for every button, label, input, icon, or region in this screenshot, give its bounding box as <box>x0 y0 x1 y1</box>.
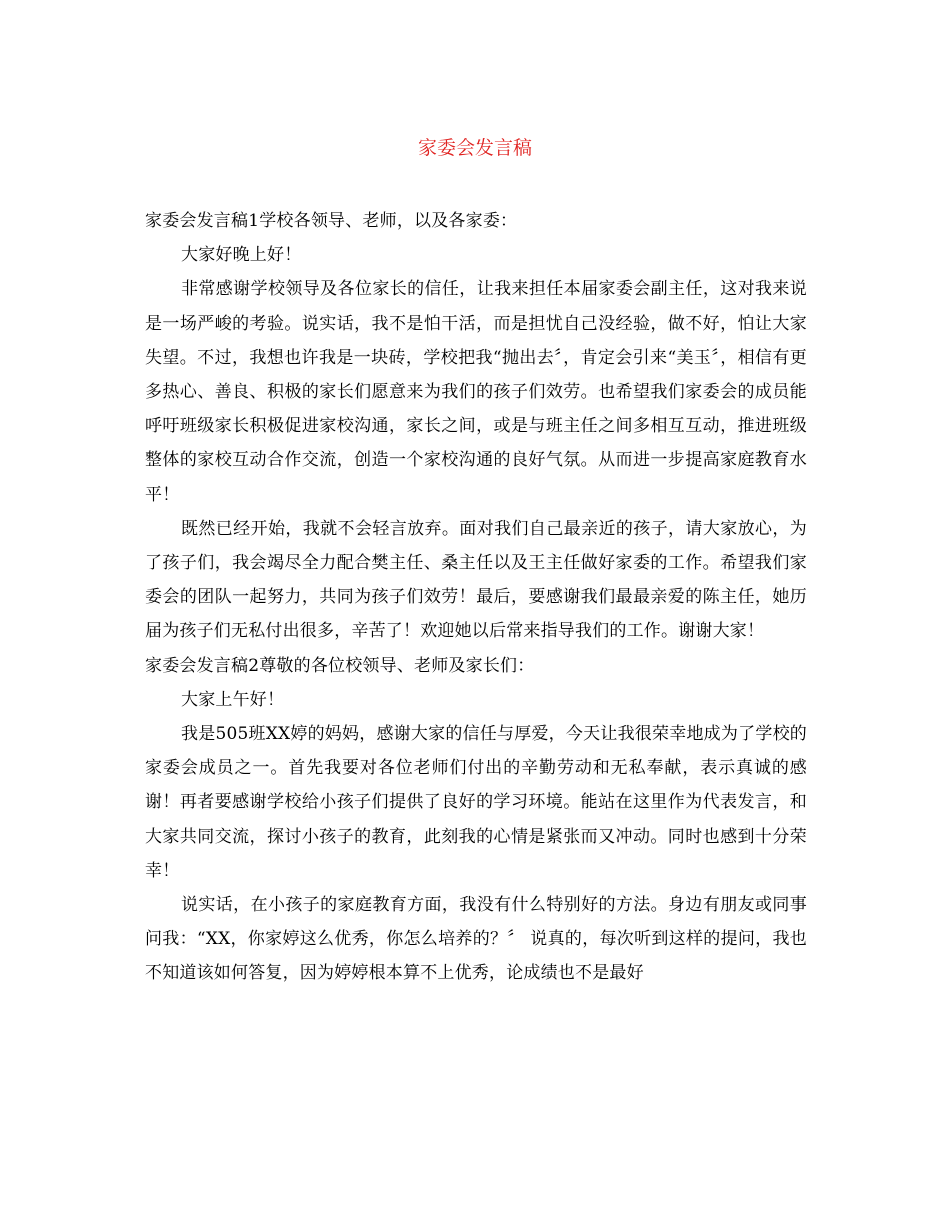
paragraph-salutation-1: 大家好晚上好！ <box>181 245 302 266</box>
paragraph-body: 我是505班XX婷的妈妈，感谢大家的信任与厚爱，今天让我很荣幸地成为了学校的家委会成员之一。首先我要对各位老师们付出的辛勤劳动和无私奉献，表示真诚的感谢！再者要感谢学校给小孩子们提供了良好的学习环境。能站在这里作为代表发言，和大家共同交流，探讨小孩子的教育，此刻我的心情是紧张而又冲动。同时也感到十分荣幸！ <box>145 724 807 881</box>
paragraph-greeting-2: 家委会发言稿2尊敬的各位校领导、老师及家长们： <box>145 655 535 676</box>
document-body <box>145 204 807 991</box>
document-title: 家委会发言稿 <box>417 137 532 159</box>
paragraph-greeting-1: 家委会发言稿1学校各领导、老师，以及各家委： <box>145 211 518 231</box>
paragraph-body: 说实话，在小孩子的家庭教育方面，我没有什么特别好的方法。身边有朋友或同事问我：“XX，你家婷这么优秀，你怎么培养的？〞 说真的，每次听到这样的提问，我也不知道该如何答复，因为婷婷根本算不上优秀，论成绩也不是最好 <box>145 895 807 984</box>
paragraph-body: 既然已经开始，我就不会轻言放弃。面对我们自己最亲近的孩子，请大家放心，为了孩子们，我会竭尽全力配合樊主任、桑主任以及王主任做好家委的工作。希望我们家委会的团队一起努力，共同为孩子们效劳！最后，要感谢我们最最亲爱的陈主任，她历届为孩子们无私付出很多，辛苦了！欢迎她以后常来指导我们的工作。谢谢大家！ <box>145 518 807 642</box>
paragraph-body: 非常感谢学校领导及各位家长的信任，让我来担任本届家委会副主任，这对我来说是一场严峻的考验。说实话，我不是怕干活，而是担忧自己没经验，做不好，怕让大家失望。不过，我想也许我是一块砖，学校把我“抛出去〞，肯定会引来“美玉〞，相信有更多热心、善良、积极的家长们愿意来为我们的孩子们效劳。也希望我们家委会的成员能呼吁班级家长积极促进家校沟通，家长之间，或是与班主任之间多相互互动，推进班级整体的家校互动合作交流，创造一个家校沟通的良好气氛。从而进一步提高家庭教育水平！ <box>145 279 807 505</box>
paragraph-salutation-2: 大家上午好！ <box>181 689 285 710</box>
